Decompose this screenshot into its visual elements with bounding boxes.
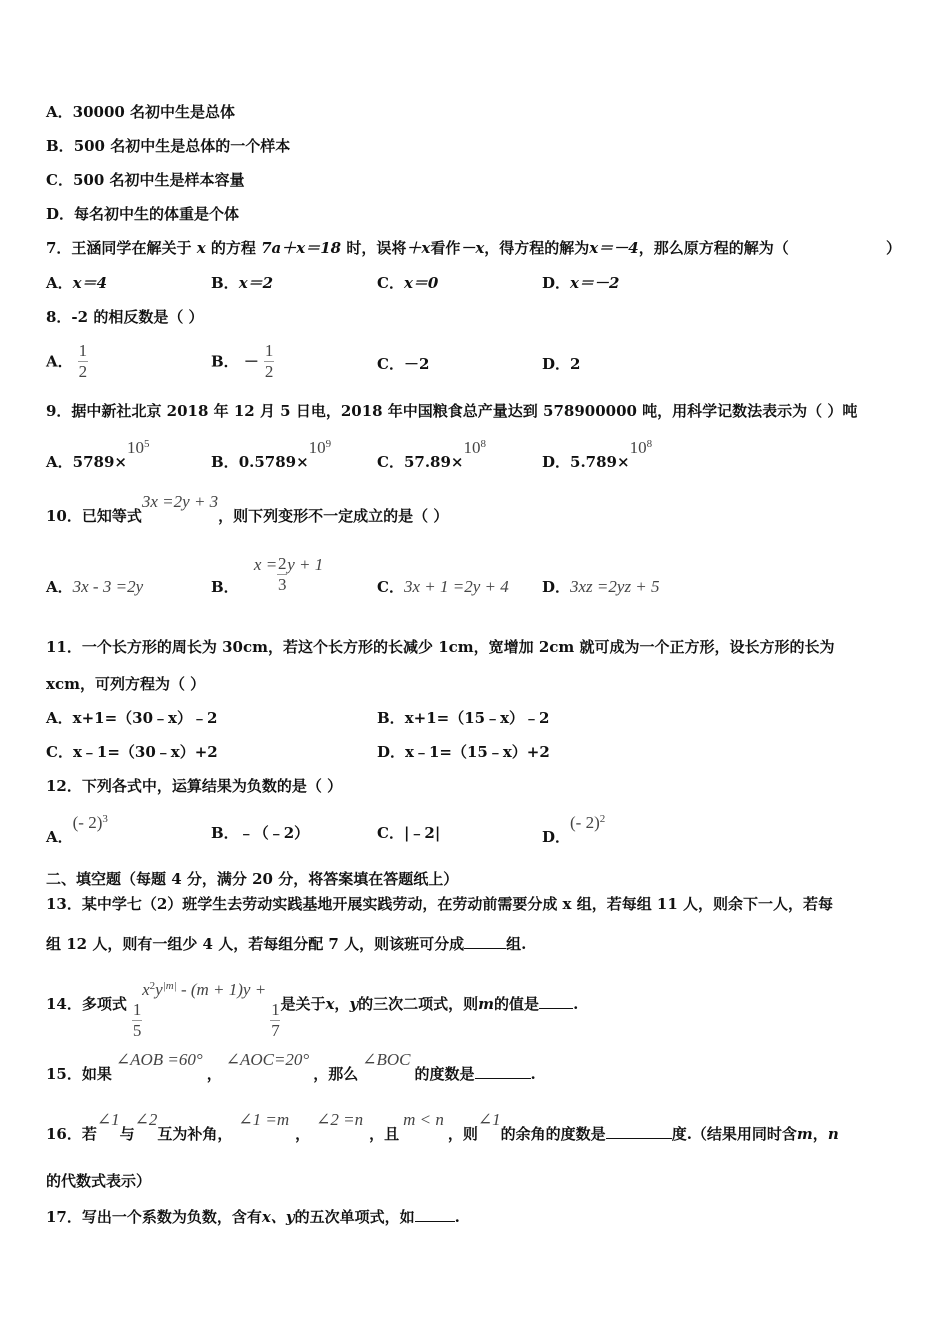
stem-text: 互为补角， [157, 1125, 233, 1143]
q7-option-d [542, 273, 619, 293]
coefficient: 57.89× [403, 453, 464, 471]
option-label: D． [542, 274, 571, 292]
q12-option-b [211, 823, 309, 843]
q11-option-d [377, 742, 550, 762]
option-text: x﹣1=（15﹣x）+2 [405, 743, 550, 761]
option-text: 500 名初中生是样本容量 [72, 171, 245, 189]
option-label: C． [46, 171, 73, 189]
denominator: 2 [78, 362, 88, 381]
answer-blank[interactable] [539, 992, 573, 1009]
option-label: B． [211, 578, 239, 596]
var-x: x [196, 239, 206, 257]
stem-text: 的余角的度数是 [500, 1125, 606, 1143]
option-label: D． [46, 205, 75, 223]
exponent: 9 [325, 438, 332, 450]
option-label: D． [542, 355, 571, 373]
q12-option-a [46, 813, 108, 847]
power-base: 10 [629, 438, 647, 457]
q9-option-c [377, 438, 486, 472]
q12-stem: 12．下列各式中，运算结果为负数的是（ ） [46, 777, 343, 795]
stem-text: . [454, 1208, 460, 1226]
option-label: C． [377, 274, 404, 292]
option-label: C． [46, 743, 73, 761]
q6-option-a [46, 102, 235, 122]
q9-option-d [542, 438, 653, 472]
equation: 7a＋x＝18 [261, 239, 342, 257]
option-label: C． [377, 824, 404, 842]
exponent: 3 [102, 813, 108, 825]
exponent: 8 [480, 438, 486, 450]
q17-stem [46, 1205, 460, 1227]
minus-sign: － [243, 352, 259, 371]
angle-expression: ∠2 [134, 1110, 158, 1129]
stem-text: . [530, 1065, 536, 1083]
stem-text: 组 12 人，则有一组少 4 人，若每组分配 7 人，则该班可分成 [46, 935, 465, 953]
option-label: A． [46, 709, 73, 727]
q6-option-d [46, 204, 239, 224]
option-text: x﹣1=（30﹣x）+2 [72, 743, 218, 761]
power-base: (- 2) [72, 813, 103, 832]
fraction [132, 1001, 142, 1040]
exponent: 5 [143, 438, 150, 450]
q8-option-d [542, 354, 580, 374]
q7-stem [46, 238, 906, 258]
option-label: A． [46, 352, 73, 371]
option-text: x＝2 [238, 274, 274, 292]
option-label: C． [377, 355, 404, 373]
q10-option-a [46, 577, 143, 597]
angle-expression: ∠AOB =60° [115, 1050, 203, 1069]
math-term: - (m + 1)y + [176, 980, 271, 999]
option-text: x+1=（30﹣x）﹣2 [72, 709, 218, 727]
option-label: D． [542, 578, 571, 596]
option-label: D． [542, 828, 571, 846]
stem-text: ，则 [447, 1125, 478, 1143]
var-x: x [325, 995, 335, 1013]
math-term: y + 1 [287, 555, 324, 574]
option-text: 500 名初中生是总体的一个样本 [73, 137, 291, 155]
answer-blank[interactable] [606, 1122, 672, 1139]
stem-text: 的度数是 [414, 1065, 475, 1083]
stem-text: 17．写出一个系数为负数，含有 [46, 1208, 262, 1226]
stem-text: 与 [119, 1125, 135, 1143]
stem-text: 看作 [430, 239, 461, 257]
option-text: －2 [403, 355, 430, 373]
math-term: －x [460, 239, 485, 257]
power-base: 10 [463, 438, 481, 457]
equation: 3x =2y + 3 [141, 492, 219, 511]
stem-text: ，则下列变形不一定成立的是（ ） [218, 507, 449, 525]
denominator: 2 [264, 362, 274, 381]
stem-text: 的五次单项式，如 [294, 1208, 415, 1226]
paren-close: ） [886, 239, 902, 257]
stem-text: 组. [506, 935, 527, 953]
option-label: A． [46, 274, 73, 292]
var-x: x [142, 980, 150, 999]
q12-option-c [377, 823, 440, 843]
stem-text: ， [812, 1125, 828, 1143]
option-text: x＝4 [72, 274, 108, 292]
power-base: 10 [308, 438, 326, 457]
q8-option-a [46, 342, 88, 381]
solution: x＝－4 [589, 239, 639, 257]
option-text: 30000 名初中生是总体 [72, 103, 236, 121]
stem-text: ，得方程的解为 [484, 239, 590, 257]
coefficient: 5789× [72, 453, 127, 471]
option-label: A． [46, 828, 73, 846]
option-label: A． [46, 103, 73, 121]
stem-text: 15．如果 [46, 1065, 112, 1083]
var-y: y [155, 980, 163, 999]
denominator: 7 [271, 1021, 280, 1040]
stem-text: 度.（结果用同时含 [671, 1125, 797, 1143]
angle-expression: ∠1 [96, 1110, 120, 1129]
q11-stem-line1: 11．一个长方形的周长为 30cm，若这个长方形的长减少 1cm，宽增加 2cm 就可成为一个正方形，设长方形的长为 [46, 638, 835, 656]
exponent: 8 [646, 438, 653, 450]
option-label: B． [211, 274, 239, 292]
option-text: 3xz =2yz + 5 [570, 577, 660, 596]
stem-text: 10．已知等式 [46, 507, 142, 525]
q8-option-c [377, 354, 429, 374]
numerator: 1 [132, 1000, 142, 1019]
angle-expression: ∠1 [477, 1110, 501, 1129]
q12-option-d [542, 813, 606, 847]
stem-text: 的三次二项式，则 [358, 995, 479, 1013]
coefficient: 5.789× [570, 453, 630, 471]
option-text: x＝0 [403, 274, 439, 292]
exponent: |m| [162, 980, 177, 992]
q7-option-b [211, 273, 273, 293]
q16-line2: 的代数式表示） [46, 1172, 152, 1190]
option-text: x＝－2 [570, 274, 620, 292]
q8-stem: 8．-2 的相反数是（ ） [46, 308, 204, 326]
option-label: B． [211, 824, 239, 842]
q9-option-b [211, 438, 332, 472]
stem-text: 7．王涵同学在解关于 [46, 239, 192, 257]
stem-text: ，且 [369, 1125, 400, 1143]
power-base: 10 [126, 438, 144, 457]
angle-expression: ∠BOC [362, 1050, 411, 1069]
answer-blank[interactable] [415, 1205, 455, 1222]
q16-stem [46, 1110, 839, 1144]
stem-text: ，那么原方程的解为（ [638, 239, 789, 257]
q11-option-b [377, 708, 549, 728]
stem-text: 时，误将 [346, 239, 407, 257]
option-label: C． [377, 578, 404, 596]
q13-line1: 13．某中学七（2）班学生去劳动实践基地开展实践劳动，在劳动前需要分成 x 组，若每组 11 人，则余下一人，若每 [46, 895, 834, 913]
stem-text: . [573, 995, 579, 1013]
option-label: B． [46, 137, 74, 155]
option-label: A． [46, 578, 73, 596]
var-m: m [796, 1125, 813, 1143]
angle-expression: ∠2 =n [316, 1110, 364, 1129]
stem-text: 14．多项式 [46, 995, 127, 1013]
q10-stem [46, 492, 449, 526]
q6-option-c [46, 170, 245, 190]
q7-option-a [46, 273, 107, 293]
option-label: D． [377, 743, 406, 761]
inequality: m < n [403, 1110, 444, 1129]
q11-option-c [46, 742, 218, 762]
section-heading-fill-in: 二、填空题（每题 4 分，满分 20 分，将答案填在答题纸上） [46, 870, 459, 888]
option-label: D． [542, 453, 571, 471]
var-y: y [349, 995, 359, 1013]
denominator: 3 [277, 575, 287, 594]
q11-option-a [46, 708, 217, 728]
math-term: ＋x [406, 239, 431, 257]
option-text: |﹣2| [403, 824, 441, 842]
option-text: x+1=（15﹣x）﹣2 [404, 709, 550, 727]
variables: x、y [261, 1208, 295, 1226]
answer-blank[interactable] [475, 1062, 531, 1079]
q9-stem: 9．据中新社北京 2018 年 12 月 5 日电，2018 年中国粮食总产量达到 578900000 吨，用科学记数法表示为（ ）吨 [46, 402, 858, 420]
coefficient: 0.5789× [238, 453, 309, 471]
numerator: 1 [271, 1000, 280, 1019]
stem-text: ， [295, 1125, 311, 1143]
option-label: B． [211, 352, 239, 371]
option-label: A． [46, 453, 73, 471]
exponent: 2 [149, 980, 156, 992]
q7-option-c [377, 273, 438, 293]
option-text: 3x - 3 =2y [72, 577, 144, 596]
fraction [78, 342, 88, 381]
stem-text: 的值是 [494, 995, 540, 1013]
math-term: x = [253, 555, 278, 574]
option-text: 每名初中生的体重是个体 [74, 205, 240, 223]
option-label: B． [211, 453, 239, 471]
q15-stem [46, 1050, 536, 1084]
power-base: (- 2) [570, 813, 600, 832]
stem-text: ，那么 [313, 1065, 359, 1083]
fraction [264, 342, 274, 381]
q13-line2 [46, 932, 526, 954]
q14-stem [46, 980, 579, 1040]
stem-text: ， [206, 1065, 222, 1083]
stem-text: 的方程 [210, 239, 256, 257]
q9-option-a [46, 438, 150, 472]
q10-option-b [211, 555, 323, 594]
exponent: 2 [599, 813, 606, 825]
fraction [270, 1001, 280, 1040]
stem-text: ， [334, 995, 350, 1013]
option-text: 3x + 1 =2y + 4 [403, 577, 509, 596]
answer-blank[interactable] [464, 932, 506, 949]
stem-text: 16．若 [46, 1125, 97, 1143]
var-n: n [827, 1125, 839, 1143]
stem-text: 是关于 [280, 995, 326, 1013]
var-m: m [478, 995, 495, 1013]
angle-expression: ∠AOC=20° [225, 1050, 310, 1069]
denominator: 5 [132, 1021, 142, 1040]
option-text: ﹣（﹣2） [238, 824, 310, 842]
numerator: 1 [264, 341, 274, 360]
q10-option-c [377, 577, 509, 597]
q6-option-b [46, 136, 290, 156]
q11-stem-line2: xcm，可列方程为（ ） [46, 675, 206, 693]
q10-option-d [542, 577, 660, 597]
q8-option-b [211, 342, 274, 381]
numerator: 1 [78, 341, 88, 360]
fraction [277, 555, 287, 594]
option-label: C． [377, 453, 404, 471]
option-text: 2 [570, 355, 581, 373]
option-label: B． [377, 709, 405, 727]
numerator: 2 [277, 554, 287, 573]
angle-expression: ∠1 =m [238, 1110, 290, 1129]
